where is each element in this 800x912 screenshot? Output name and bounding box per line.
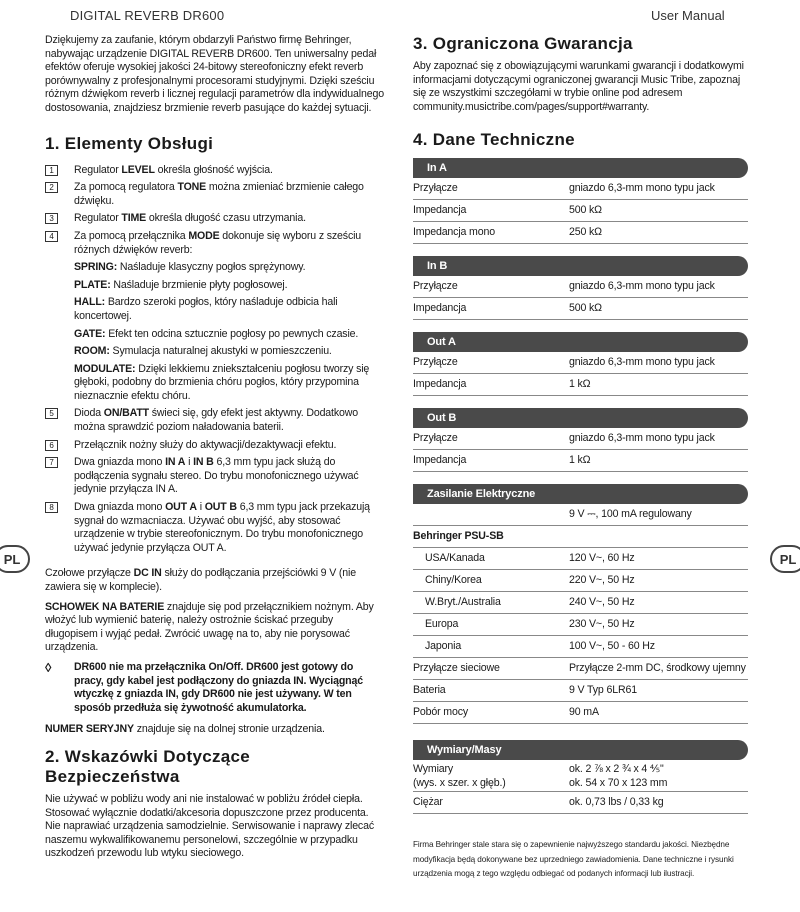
header-manual: User Manual (651, 8, 725, 23)
item-number-box: 2 (45, 182, 58, 193)
spec-row: Przyłącze gniazdo 6,3-mm mono typu jack (413, 178, 748, 200)
warning-diamond-icon: ◊ (45, 659, 52, 675)
spec-header-power: Zasilanie Elektryczne (413, 484, 748, 504)
warranty-text: Aby zapoznać się z obowiązującymi warunkami gwarancji i dodatkowymi informacjami dotyczącymi ograniczonej gwarancji Music Tribe, zapoznaj się ze wszystkimi szczegółami w trybie online pod adresem community.musictribe.com/pages/support#warranty. (413, 60, 744, 113)
warning-note (45, 661, 385, 715)
spec-header-out-a: Out A (413, 332, 748, 352)
spec-row: Impedancja 500 kΩ (413, 200, 748, 222)
control-item-6: 6 Przełącznik nożny służy do aktywacji/dezaktywacji efektu. (45, 439, 385, 453)
item-number-box: 4 (45, 231, 58, 242)
control-item-5: 5 Dioda ON/BATT świeci się, gdy efekt jest aktywny. Dodatkowo można sprawdzić poziom naładowania baterii. (45, 407, 385, 434)
safety-text: Nie używać w pobliżu wody ani nie instalować w pobliżu źródeł ciepła. Stosować wyłącznie dodatki/akcesoria dopuszczone przez producenta. Nie naprawiać urządzenia samodzielnie. Serwisowanie i naprawy zlecać naszemu wykwalifikowanemu personelowi, szczególnie w przypadku uszkodzeń przewodu lub wtyku sieciowego. (45, 792, 374, 860)
item-number-box: 6 (45, 440, 58, 451)
language-tab-left: PL (0, 545, 30, 573)
right-column (413, 34, 748, 882)
spec-out-b (413, 408, 748, 472)
controls-list (45, 164, 385, 258)
spec-in-a (413, 158, 748, 244)
dc-in-paragraph: Czołowe przyłącze DC IN służy do podłączania przejściówki 9 V (nie zawiera się w komplecie). (45, 567, 356, 593)
item-number-box: 8 (45, 502, 58, 513)
battery-paragraph: SCHOWEK NA BATERIE znajduje się pod przełącznikiem nożnym. Aby włożyć lub wymienić baterię, należy ostrożnie ściskać przeguby długopisem i wyjąć pedał. Zwrócić uwagę na to, aby nie porysować urządzenia. (45, 600, 374, 654)
spec-row: Przyłącze gniazdo 6,3-mm mono typu jack (413, 428, 748, 450)
spec-row: Bateria 9 V Typ 6LR61 (413, 680, 748, 702)
header-product: DIGITAL REVERB DR600 (70, 8, 225, 23)
spec-row: Ciężar ok. 0,73 lbs / 0,33 kg (413, 792, 748, 814)
warning-text: DR600 nie ma przełącznika On/Off. DR600 jest gotowy do pracy, gdy kabel jest podłączony do gniazda IN. Wyciągnąć wtyczkę z gniazda IN, gdy DR600 nie jest używany. W ten sposób przedłuża się żywotność akumulatorka. (74, 660, 363, 714)
spec-dimensions (413, 740, 748, 814)
spec-row: Impedancja 500 kΩ (413, 298, 748, 320)
left-column (45, 34, 385, 861)
item-number-box: 1 (45, 165, 58, 176)
spec-row: 9 V ⎓, 100 mA regulowany (413, 504, 748, 526)
spec-row: Impedancja 1 kΩ (413, 450, 748, 472)
footnote: Firma Behringer stale stara się o zapewnienie najwyższego standardu jakości. Niezbędne modyfikacja będą dokonywane bez uprzedniego zawiadomienia. Dane techniczne i rysunki urządzenia mogą z tego względu odbiegać od podanych informacji lub ilustracji. (413, 840, 734, 879)
spec-in-b (413, 256, 748, 320)
spec-power (413, 484, 748, 724)
spec-out-a (413, 332, 748, 396)
spec-row: Pobór mocy 90 mA (413, 702, 748, 724)
section-safety-title: 2. Wskazówki Dotyczące Bezpieczeństwa (45, 746, 251, 786)
control-item-3: 3 Regulator TIME określa długość czasu utrzymania. (45, 212, 385, 226)
serial-paragraph: NUMER SERYJNY znajduje się na dolnej stronie urządzenia. (45, 723, 325, 736)
item-number-box: 7 (45, 457, 58, 468)
spec-row: USA/Kanada 120 V~, 60 Hz (413, 548, 748, 570)
spec-header-in-a: In A (413, 158, 748, 178)
language-tab-right: PL (770, 545, 800, 573)
control-item-2: 2 Za pomocą regulatora TONE można zmieniać brzmienie całego dźwięku. (45, 181, 385, 208)
spec-row: Przyłącze gniazdo 6,3-mm mono typu jack (413, 352, 748, 374)
spec-header-dimensions: Wymiary/Masy (413, 740, 748, 760)
spec-row: Chiny/Korea 220 V~, 50 Hz (413, 570, 748, 592)
mode-gate: GATE: Efekt ten odcina sztucznie pogłosy po pewnych czasie. (74, 327, 359, 340)
mode-modulate: MODULATE: Dzięki lekkiemu zniekształceniu pogłosu tworzy się głęboki, podobny do brzmienia chóru pogłos, który przypomina nieznacznie efektu chóru. (74, 362, 370, 402)
spec-row-dimensions: Wymiary (wys. x szer. x głęb.) ok. 2 ⅞ x 2 ¾ x 4 ⅘" ok. 54 x 70 x 123 mm (413, 760, 748, 792)
spec-row: Japonia 100 V~, 50 - 60 Hz (413, 636, 748, 658)
control-item-1: 1 Regulator LEVEL określa głośność wyjścia. (45, 164, 385, 178)
spec-row: Impedancja 1 kΩ (413, 374, 748, 396)
control-item-4: 4 Za pomocą przełącznika MODE dokonuje się wyboru z sześciu różnych dźwięków reverb: (45, 230, 385, 257)
control-item-8: 8 Dwa gniazda mono OUT A i OUT B 6,3 mm typu jack przekazują sygnał do wzmacniacza. Używać obu wyjść, aby stosować urządzenie w trybie stereofonicznym. Do trybu monofonicznego używać jedynie przyłącza OUT A. (45, 501, 385, 555)
spec-row: Przyłącze sieciowe Przyłącze 2-mm DC, środkowy ujemny (413, 658, 748, 680)
mode-room: ROOM: Symulacja naturalnej akustyki w pomieszczeniu. (74, 345, 332, 358)
spec-row: Europa 230 V~, 50 Hz (413, 614, 748, 636)
spec-header-out-b: Out B (413, 408, 748, 428)
mode-plate: PLATE: Naśladuje brzmienie płyty pogłosowej. (74, 278, 288, 291)
mode-hall: HALL: Bardzo szeroki pogłos, który naśladuje odbicia hali koncertowej. (74, 296, 338, 322)
controls-list-2 (45, 407, 385, 555)
spec-header-in-b: In B (413, 256, 748, 276)
section-controls-title: 1. Elementy Obsługi (45, 133, 214, 153)
control-item-7: 7 Dwa gniazda mono IN A i IN B 6,3 mm typu jack służą do podłączenia sygnału stereo. Do trybu monofonicznego używać jedynie przyłącza IN A. (45, 456, 385, 497)
section-tech-title: 4. Dane Techniczne (413, 130, 575, 150)
mode-spring: SPRING: Naśladuje klasyczny pogłos sprężynowy. (74, 261, 306, 274)
item-number-box: 3 (45, 213, 58, 224)
spec-row: Przyłącze gniazdo 6,3-mm mono typu jack (413, 276, 748, 298)
intro-paragraph: Dziękujemy za zaufanie, którym obdarzyli Państwo firmę Behringer, nabywając urządzenie DIGITAL REVERB DR600. Ten uniwersalny pedał efektów oferuje wysokiej jakości 24-bitowy stereofoniczny efekt reverb porównywalny z profesjonalnymi procesorami studyjnymi. Dzięki sześciu różnym dźwiękom reverb i licznej regulacji parametrów dla indywidualnego dostosowania, znajdziesz brzmienie reverb pasujące do każdej sytuacji. (45, 34, 384, 114)
spec-row-psu: Behringer PSU-SB (413, 526, 748, 548)
spec-row: Impedancja mono 250 kΩ (413, 222, 748, 244)
item-number-box: 5 (45, 408, 58, 419)
section-warranty-title: 3. Ograniczona Gwarancja (413, 34, 633, 53)
spec-row: W.Bryt./Australia 240 V~, 50 Hz (413, 592, 748, 614)
